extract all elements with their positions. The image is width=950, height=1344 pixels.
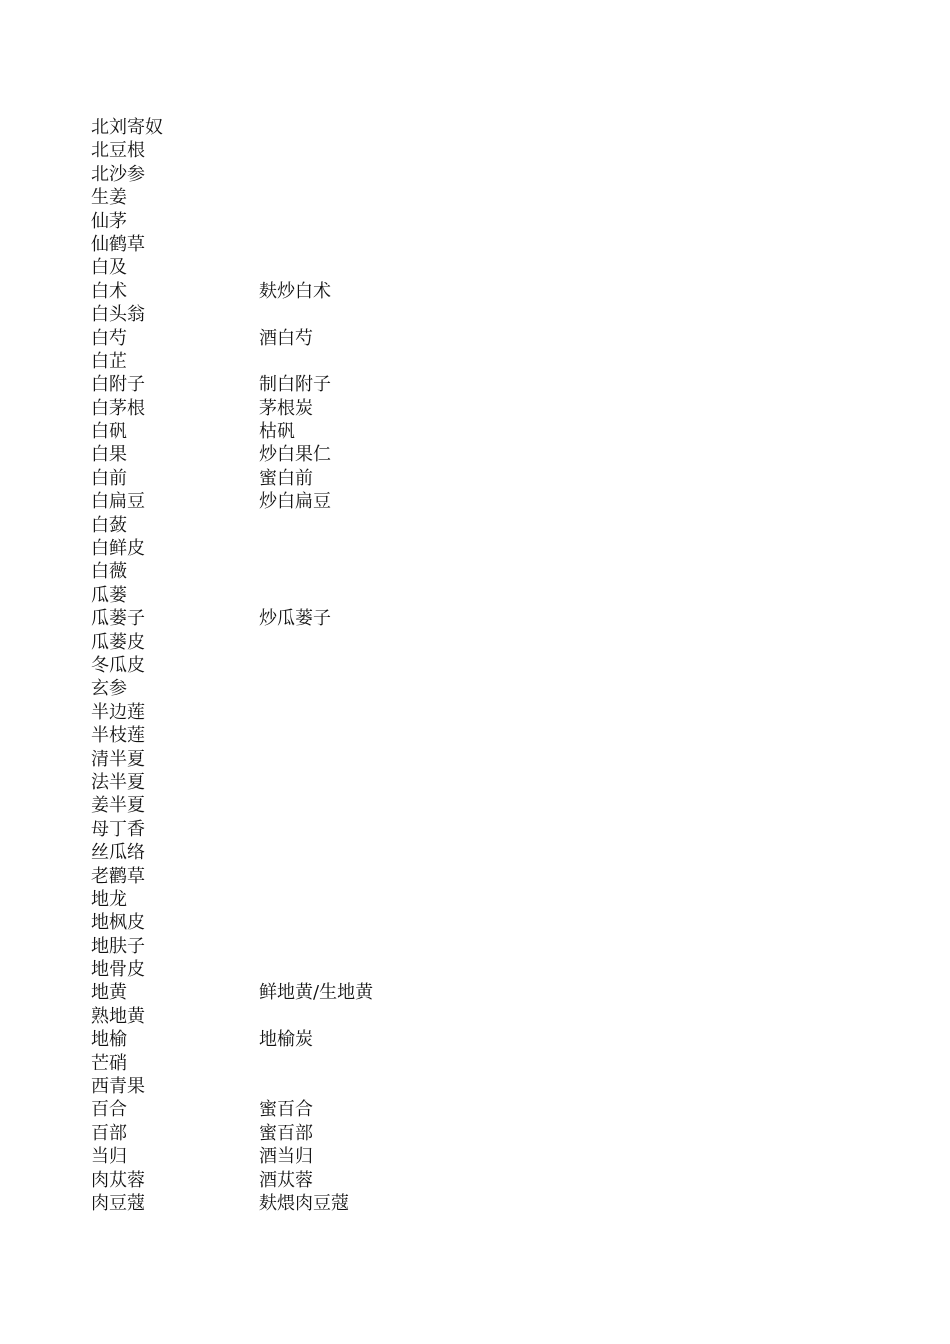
processed-form-cell: 蜜白前	[259, 467, 313, 489]
herb-name-cell: 北沙参	[91, 163, 145, 185]
herb-table	[91, 116, 691, 1215]
processed-form-cell	[259, 771, 559, 794]
table-row	[91, 210, 691, 233]
herb-name-cell: 仙茅	[91, 210, 127, 232]
table-row	[91, 935, 691, 958]
table-row	[91, 771, 691, 794]
herb-name-cell: 白芷	[91, 350, 127, 372]
table-row	[91, 1028, 691, 1051]
table-row	[91, 139, 691, 162]
herb-name-cell: 白薇	[91, 561, 127, 583]
table-row	[91, 163, 691, 186]
herb-name-cell: 白术	[91, 280, 127, 302]
processed-form-cell: 蜜百部	[259, 1122, 313, 1144]
herb-name-cell: 半枝莲	[91, 725, 145, 747]
table-row	[91, 537, 691, 560]
herb-name-cell: 清半夏	[91, 748, 145, 770]
table-row	[91, 841, 691, 864]
processed-form-cell: 酒当归	[259, 1146, 313, 1168]
processed-form-cell	[259, 584, 559, 607]
herb-name-cell: 北豆根	[91, 140, 145, 162]
table-row	[91, 560, 691, 583]
processed-form-cell	[259, 631, 559, 654]
processed-form-cell: 鲜地黄/生地黄	[259, 982, 374, 1004]
processed-form-cell	[259, 116, 559, 139]
table-row	[91, 1052, 691, 1075]
herb-name-cell: 生姜	[91, 187, 127, 209]
herb-name-cell: 北刘寄奴	[91, 117, 163, 138]
processed-form-cell	[259, 1005, 559, 1028]
processed-form-cell	[259, 1075, 559, 1098]
processed-form-cell	[259, 514, 559, 537]
table-row	[91, 701, 691, 724]
table-row	[91, 607, 691, 630]
table-row	[91, 724, 691, 747]
table-row	[91, 958, 691, 981]
herb-name-cell: 白前	[91, 467, 127, 489]
herb-name-cell: 地龙	[91, 888, 127, 910]
herb-name-cell: 白茅根	[91, 397, 145, 419]
processed-form-cell	[259, 748, 559, 771]
table-row	[91, 303, 691, 326]
table-row	[91, 256, 691, 279]
processed-form-cell: 麸炒白术	[259, 280, 331, 302]
processed-form-cell: 枯矾	[259, 421, 295, 443]
table-row	[91, 631, 691, 654]
herb-name-cell: 地骨皮	[91, 959, 145, 981]
processed-form-cell	[259, 865, 559, 888]
processed-form-cell: 蜜百合	[259, 1099, 313, 1121]
herb-name-cell: 肉苁蓉	[91, 1169, 145, 1191]
table-row	[91, 584, 691, 607]
processed-form-cell	[259, 958, 559, 981]
herb-name-cell: 地黄	[91, 982, 127, 1004]
table-row	[91, 654, 691, 677]
herb-name-cell: 白蔹	[91, 514, 127, 536]
herb-name-cell: 熟地黄	[91, 1005, 145, 1027]
processed-form-cell	[259, 818, 559, 841]
table-row	[91, 490, 691, 513]
herb-name-cell: 西青果	[91, 1076, 145, 1098]
table-row	[91, 1145, 691, 1168]
table-row	[91, 888, 691, 911]
table-row	[91, 794, 691, 817]
table-row	[91, 1075, 691, 1098]
table-row	[91, 420, 691, 443]
processed-form-cell: 麸煨肉豆蔻	[259, 1192, 349, 1214]
processed-form-cell	[259, 186, 559, 209]
herb-name-cell: 丝瓜络	[91, 842, 145, 864]
herb-name-cell: 白芍	[91, 327, 127, 349]
processed-form-cell: 酒苁蓉	[259, 1169, 313, 1191]
herb-name-cell: 半边莲	[91, 701, 145, 723]
herb-name-cell: 芒硝	[91, 1052, 127, 1074]
table-row	[91, 1169, 691, 1192]
herb-name-cell: 肉豆蔻	[91, 1192, 145, 1214]
table-row	[91, 911, 691, 934]
table-row	[91, 327, 691, 350]
processed-form-cell: 地榆炭	[259, 1029, 313, 1051]
processed-form-cell: 炒白果仁	[259, 444, 331, 466]
table-row	[91, 373, 691, 396]
herb-name-cell: 玄参	[91, 678, 127, 700]
processed-form-cell	[259, 654, 559, 677]
processed-form-cell	[259, 139, 559, 162]
table-row	[91, 186, 691, 209]
herb-name-cell: 瓜蒌	[91, 584, 127, 606]
table-row	[91, 467, 691, 490]
table-row	[91, 233, 691, 256]
processed-form-cell	[259, 210, 559, 233]
table-row	[91, 1098, 691, 1121]
table-row	[91, 280, 691, 303]
processed-form-cell	[259, 537, 559, 560]
herb-name-cell: 白矾	[91, 421, 127, 443]
table-row	[91, 677, 691, 700]
herb-name-cell: 白果	[91, 444, 127, 466]
table-row	[91, 350, 691, 373]
herb-name-cell: 瓜蒌子	[91, 608, 145, 630]
herb-name-cell: 瓜蒌皮	[91, 631, 145, 653]
processed-form-cell	[259, 233, 559, 256]
processed-form-cell	[259, 256, 559, 279]
herb-name-cell: 地肤子	[91, 935, 145, 957]
processed-form-cell	[259, 1052, 559, 1075]
table-row	[91, 1122, 691, 1145]
processed-form-cell	[259, 724, 559, 747]
herb-name-cell: 老鹳草	[91, 865, 145, 887]
processed-form-cell	[259, 350, 559, 373]
processed-form-cell: 制白附子	[259, 374, 331, 396]
table-row	[91, 981, 691, 1004]
table-row	[91, 748, 691, 771]
table-row	[91, 1192, 691, 1215]
table-row	[91, 514, 691, 537]
herb-name-cell: 仙鹤草	[91, 233, 145, 255]
herb-name-cell: 百合	[91, 1099, 127, 1121]
herb-name-cell: 冬瓜皮	[91, 654, 145, 676]
herb-name-cell: 白鲜皮	[91, 538, 145, 560]
table-row	[91, 443, 691, 466]
herb-name-cell: 法半夏	[91, 771, 145, 793]
herb-name-cell: 当归	[91, 1146, 127, 1168]
processed-form-cell	[259, 888, 559, 911]
processed-form-cell: 酒白芍	[259, 327, 313, 349]
table-row	[91, 865, 691, 888]
herb-name-cell: 地枫皮	[91, 912, 145, 934]
processed-form-cell	[259, 163, 559, 186]
herb-name-cell: 姜半夏	[91, 795, 145, 817]
table-row	[91, 1005, 691, 1028]
table-row	[91, 116, 691, 139]
processed-form-cell	[259, 303, 559, 326]
processed-form-cell: 茅根炭	[259, 397, 313, 419]
processed-form-cell	[259, 911, 559, 934]
processed-form-cell	[259, 701, 559, 724]
herb-name-cell: 百部	[91, 1122, 127, 1144]
processed-form-cell: 炒白扁豆	[259, 491, 331, 513]
herb-name-cell: 白头翁	[91, 304, 145, 326]
processed-form-cell	[259, 560, 559, 583]
table-row	[91, 397, 691, 420]
table-row	[91, 818, 691, 841]
processed-form-cell	[259, 935, 559, 958]
processed-form-cell	[259, 841, 559, 864]
herb-name-cell: 白扁豆	[91, 491, 145, 513]
processed-form-cell: 炒瓜蒌子	[259, 608, 331, 630]
herb-name-cell: 白及	[91, 257, 127, 279]
herb-name-cell: 白附子	[91, 374, 145, 396]
processed-form-cell	[259, 677, 559, 700]
processed-form-cell	[259, 794, 559, 817]
herb-name-cell: 母丁香	[91, 818, 145, 840]
herb-name-cell: 地榆	[91, 1029, 127, 1051]
